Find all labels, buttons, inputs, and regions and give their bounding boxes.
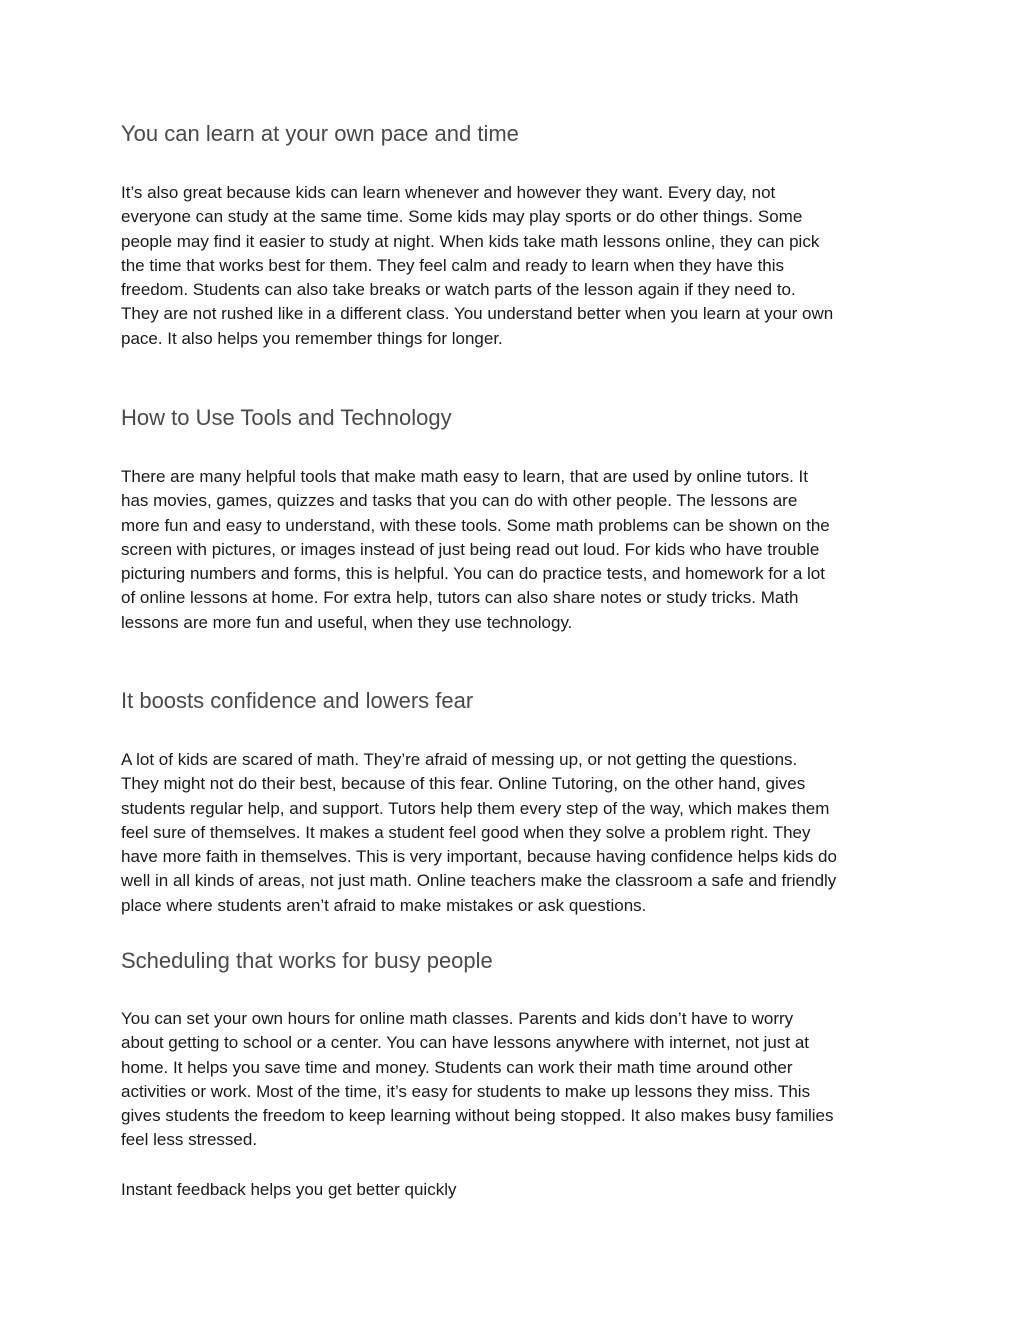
paragraph-line: lessons are more fun and useful, when they use technology. [121,612,573,632]
paragraph-line: There are many helpful tools that make math easy to learn, that are used by online tutors. It [121,467,808,486]
paragraph-line: the time that works best for them. They feel calm and ready to learn when they have this [121,255,785,275]
paragraph-line: They are not rushed like in a different class. You understand better when you learn at your own [121,304,834,324]
paragraph-line: students regular help, and support. Tutors help them every step of the way, which makes them [121,798,830,818]
section-paragraph [121,748,911,918]
paragraph-line: more fun and easy to understand, with these tools. Some math problems can be shown on the [121,515,830,535]
paragraph-line: gives students the freedom to keep learning without being stopped. It also makes busy families [121,1106,834,1126]
paragraph-line: activities or work. Most of the time, it’s easy for students to make up lessons they miss. This [121,1081,811,1101]
paragraph-line: place where students aren’t afraid to make mistakes or ask questions. [121,895,647,915]
section-paragraph [121,465,911,635]
paragraph-line: You can set your own hours for online math classes. Parents and kids don’t have to worry [121,1009,794,1028]
paragraph-line: They might not do their best, because of this fear. Online Tutoring, on the other hand, gives [121,774,806,794]
section-paragraph [121,1007,911,1153]
paragraph-line: of online lessons at home. For extra help, tutors can also share notes or study tricks. Math [121,588,799,608]
paragraph-line: well in all kinds of areas, not just math. Online teachers make the classroom a safe and friendly [121,871,837,891]
section-heading: You can learn at your own pace and time [121,121,519,146]
paragraph-line: It’s also great because kids can learn whenever and however they want. Every day, not [121,183,776,202]
paragraph-line: has movies, games, quizzes and tasks that you can do with other people. The lessons are [121,491,798,511]
paragraph-line: everyone can study at the same time. Some kids may play sports or do other things. Some [121,207,803,227]
paragraph-line: A lot of kids are scared of math. They’re afraid of messing up, or not getting the questions. [121,750,798,769]
paragraph-line: home. It helps you save time and money. Students can work their math time around other [121,1057,793,1077]
paragraph-line: have more faith in themselves. This is very important, because having confidence helps kids do [121,847,837,867]
trailing-paragraph [121,1178,911,1202]
section-paragraph [121,181,911,351]
section-heading: How to Use Tools and Technology [121,405,452,430]
paragraph-line: screen with pictures, or images instead of just being read out loud. For kids who have trouble [121,539,820,559]
section-heading: It boosts confidence and lowers fear [121,688,474,713]
paragraph-line: feel sure of themselves. It makes a student feel good when they solve a problem right. They [121,822,811,842]
paragraph-line: Instant feedback helps you get better quickly [121,1180,457,1199]
paragraph-line: people may find it easier to study at night. When kids take math lessons online, they can pick [121,231,820,251]
paragraph-line: pace. It also helps you remember things for longer. [121,328,503,348]
paragraph-line: feel less stressed. [121,1130,258,1150]
paragraph-line: freedom. Students can also take breaks or watch parts of the lesson again if they need to. [121,280,796,300]
section-heading: Scheduling that works for busy people [121,948,493,973]
paragraph-line: about getting to school or a center. You can have lessons anywhere with internet, not just at [121,1033,810,1053]
paragraph-line: picturing numbers and forms, this is helpful. You can do practice tests, and homework for a lot [121,564,825,584]
